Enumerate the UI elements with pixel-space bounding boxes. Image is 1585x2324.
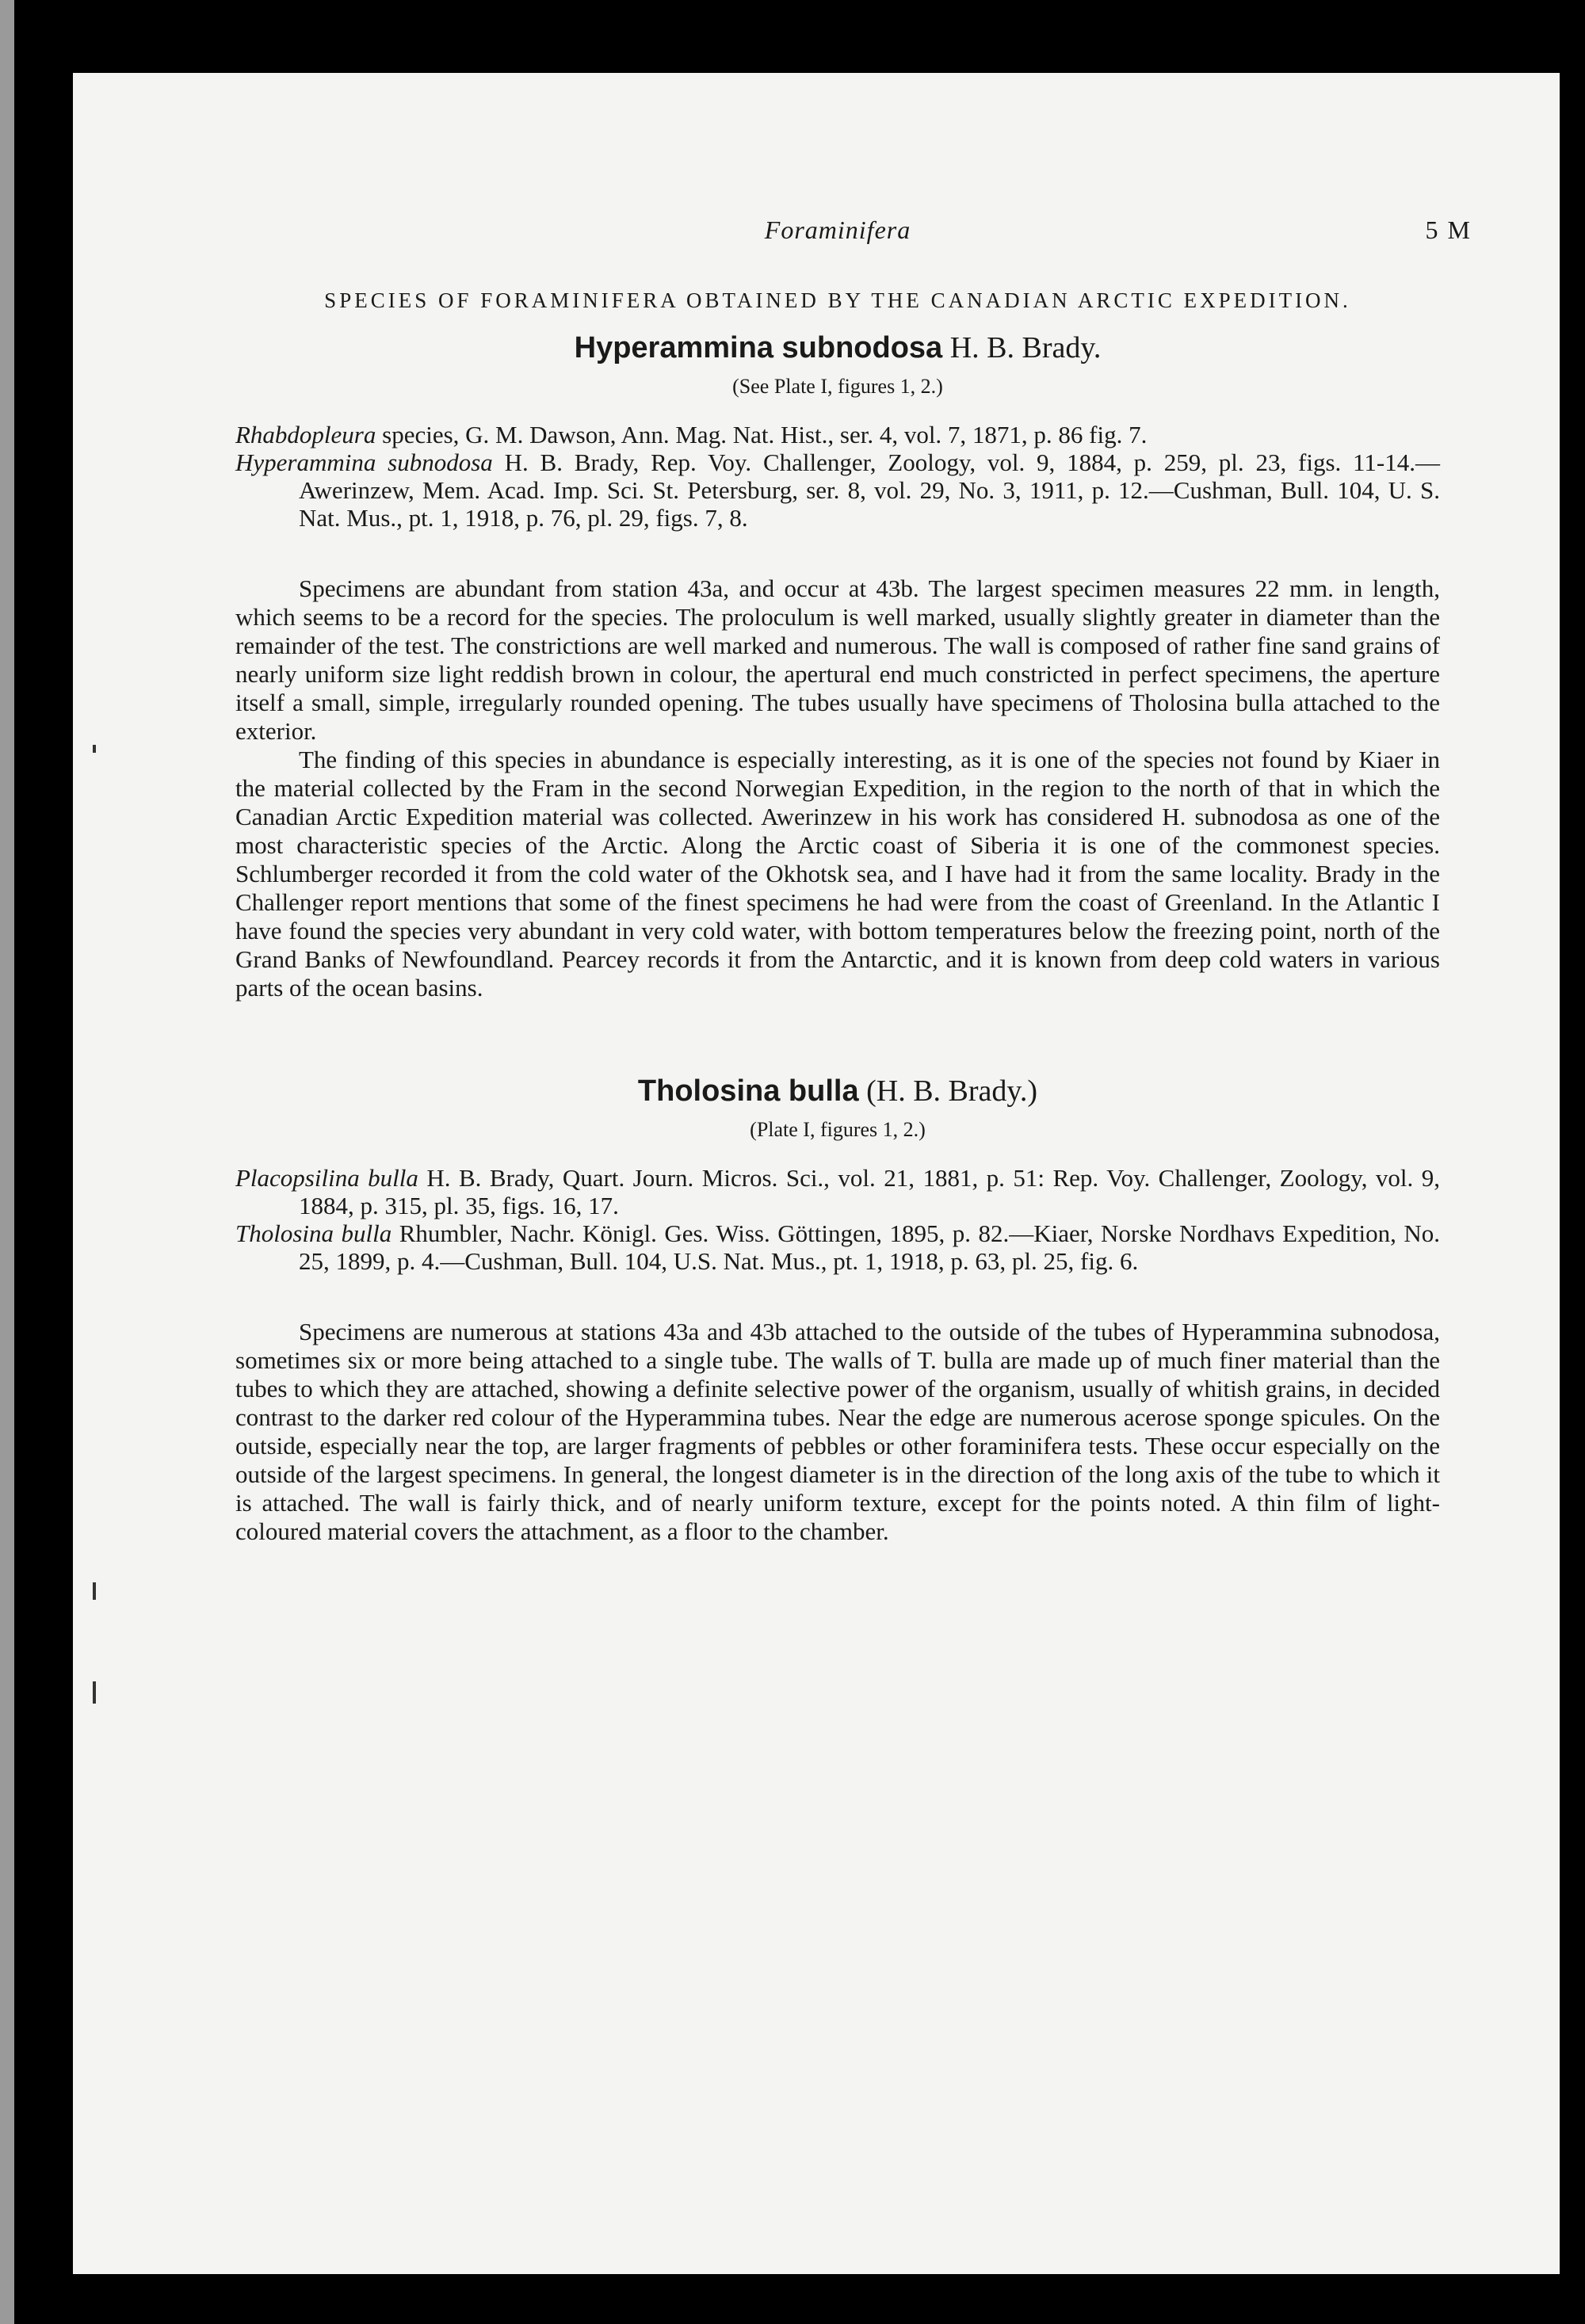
synonym-entry xyxy=(235,1164,1440,1219)
plate-reference: (See Plate I, figures 1, 2.) xyxy=(732,375,943,398)
margin-mark xyxy=(93,745,96,753)
species-title xyxy=(235,1074,1440,1109)
synonym-entry xyxy=(235,448,1440,532)
synonym-genus: Tholosina bulla xyxy=(235,1219,392,1247)
plate-reference: (Plate I, figures 1, 2.) xyxy=(750,1118,926,1141)
body-paragraph: Specimens are abundant from station 43a, and occur at 43b. The largest specimen measures 22 mm. in length, which seems to be a record for the species. The proloculum is well marked, usually slightly greater in diameter than the remainder of the test. The constrictions are well marked and numerous. The wall is composed of rather fine sand grains of nearly uniform size light reddish brown in colour, the apertural end much constricted in perfect specimens, the aperture itself a small, simple, irregularly rounded opening. The tubes usually have specimens of Tholosina bulla attached to the exterior. xyxy=(235,574,1440,745)
left-page-edge xyxy=(0,0,14,2324)
section-heading: SPECIES OF FORAMINIFERA OBTAINED BY THE CANADIAN ARCTIC EXPEDITION. xyxy=(324,288,1351,312)
synonym-citation: species, G. M. Dawson, Ann. Mag. Nat. Hist., ser. 4, vol. 7, 1871, p. 86 fig. 7. xyxy=(376,421,1148,448)
synonym-citation: Rhumbler, Nachr. Königl. Ges. Wiss. Göttingen, 1895, p. 82.—Kiaer, Norske Nordhavs Expedition, No. 25, 1899, p. 4.—Cushman, Bull. 104, U.S. Nat. Mus., pt. 1, 1918, p. 63, pl. 25, fig. 6. xyxy=(299,1219,1440,1275)
species-name: Hyperammina subnodosa xyxy=(574,331,943,364)
synonym-citation: H. B. Brady, Rep. Voy. Challenger, Zoology, vol. 9, 1884, p. 259, pl. 23, figs. 11-14.—Awerinzew, Mem. Acad. Imp. Sci. St. Petersburg, ser. 8, vol. 29, No. 3, 1911, p. 12.—Cushman, Bull. 104, U. S. Nat. Mus., pt. 1, 1918, p. 76, pl. 29, figs. 7, 8. xyxy=(299,448,1440,532)
body-paragraph: Specimens are numerous at stations 43a and 43b attached to the outside of the tubes of Hyperammina subnodosa, sometimes six or more being attached to a single tube. The walls of T. bulla are made up of much finer material than the tubes to which they are attached, showing a definite selective power of the organism, usually of whitish grains, in decided contrast to the darker red colour of the Hyperammina tubes. Near the edge are numerous acerose sponge spicules. On the outside, especially near the top, are larger fragments of pebbles or other foraminifera tests. These occur especially on the outside of the largest specimens. In general, the longest diameter is in the direction of the long axis of the tube to which it is attached. The wall is fairly thick, and of nearly uniform texture, except for the points noted. A thin film of light-coloured material covers the attachment, as a floor to the chamber. xyxy=(235,1318,1440,1545)
synonym-entry xyxy=(235,1219,1440,1275)
body-paragraph: The finding of this species in abundance is especially interesting, as it is one of the species not found by Kiaer in the material collected by the Fram in the second Norwegian Expedition, in the region to the north of that in which the Canadian Arctic Expedition material was collected. Awerinzew in his work has considered H. subnodosa as one of the most characteristic species of the Arctic. Along the Arctic coast of Siberia it is one of the commonest species. Schlumberger recorded it from the cold water of the Okhotsk sea, and I have had it from the same locality. Brady in the Challenger report mentions that some of the finest specimens he had were from the coast of Greenland. In the Atlantic I have found the species very abundant in very cold water, with bottom temperatures below the freezing point, north of the Grand Banks of Newfoundland. Pearcey records it from the Antarctic, and it is known from deep cold waters in various parts of the ocean basins. xyxy=(235,746,1440,1002)
page-header xyxy=(235,216,1472,271)
page-content xyxy=(235,216,1472,1546)
margin-mark xyxy=(93,1582,96,1600)
page-number: 5 M xyxy=(1425,216,1472,244)
margin-mark xyxy=(93,1681,96,1704)
species-title xyxy=(235,330,1440,365)
species-author: H. B. Brady. xyxy=(949,331,1102,364)
species-name: Tholosina bulla xyxy=(637,1074,859,1108)
synonym-genus: Placopsilina bulla xyxy=(235,1164,418,1192)
species-author: (H. B. Brady.) xyxy=(866,1074,1038,1108)
synonym-entry xyxy=(235,421,1440,448)
synonym-genus: Rhabdopleura xyxy=(235,421,376,448)
book-page xyxy=(73,73,1560,2274)
running-title: Foraminifera xyxy=(764,216,911,244)
synonym-citation: H. B. Brady, Quart. Journ. Micros. Sci., vol. 21, 1881, p. 51: Rep. Voy. Challenger, Zoology, vol. 9, 1884, p. 315, pl. 35, figs. 16, 17. xyxy=(299,1164,1441,1219)
synonym-genus: Hyperammina subnodosa xyxy=(235,448,493,476)
